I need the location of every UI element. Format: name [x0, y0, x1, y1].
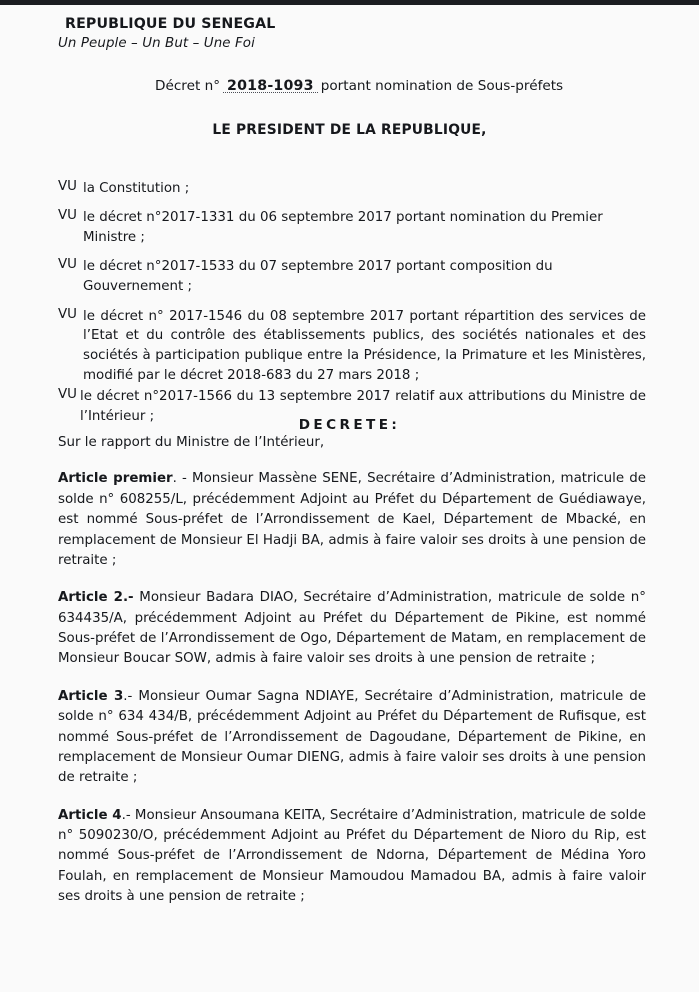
vu-text: le décret n°2017-1331 du 06 septembre 2017 portant nomination du Premier Ministre ; — [83, 210, 603, 246]
enacting-heading: DECRETE: — [298, 417, 401, 433]
national-motto: Un Peuple – Un But – Une Foi — [58, 36, 255, 51]
decree-number-prefix: Décret n° — [155, 78, 221, 94]
vu-clause — [58, 257, 646, 297]
preamble-clauses — [58, 179, 646, 453]
decree-number-slot — [223, 78, 318, 94]
vu-label: VU — [58, 257, 77, 273]
decree-number: 2018-1093 — [227, 78, 314, 94]
vu-text: la Constitution ; — [83, 181, 190, 196]
article-body: .- Monsieur Ansoumana KEITA, Secrétaire d’Administration, matricule de solde n° 5090230/O, précédemment Adjoint au Préfet du Département de Nioro du Rip, est nommé Sous-préfet de l’Arrondissement de Ndorna, Département de Médina Yoro Foulah, en remplacement de Monsieur Mamoudou Mamadou BA, admis à faire valoir ses droits à une pension de retraite ; — [58, 807, 646, 905]
vu-label: VU — [58, 387, 77, 403]
vu-clause — [58, 208, 646, 248]
document-page — [0, 5, 699, 992]
articles-section — [58, 456, 646, 925]
article-item — [58, 588, 646, 670]
vu-clause — [58, 179, 646, 199]
decree-subject: portant nomination de Sous-préfets — [320, 78, 564, 94]
decree-title-line — [155, 78, 563, 94]
article-item — [58, 469, 646, 571]
country-header: REPUBLIQUE DU SENEGAL — [65, 16, 276, 32]
article-body: . - Monsieur Massène SENE, Secrétaire d’Administration, matricule de solde n° 608255/L, précédemment Adjoint au Préfet du Département de Guédiawaye, est nommé Sous-préfet de l’Arrondissement de Kael, Département de Mbacké, en remplacement de Monsieur El Hadji BA, admis à faire valoir ses droits à une pension de retraite ; — [58, 471, 646, 568]
article-label: Article premier — [58, 471, 173, 487]
authority-heading: LE PRESIDENT DE LA REPUBLIQUE, — [212, 122, 487, 138]
article-body: .- Monsieur Oumar Sagna NDIAYE, Secrétaire d’Administration, matricule de solde n° 634 434/B, précédemment Adjoint au Préfet du Département de Rufisque, est nommé Sous-préfet de l’Arrondissement de Dagoudane, Département de Pikine, en remplacement de Monsieur Oumar DIENG, admis à faire valoir ses droits à une pension de retraite ; — [58, 688, 647, 786]
article-label: Article 4 — [58, 807, 122, 823]
article-item — [58, 687, 646, 789]
vu-label: VU — [58, 179, 77, 194]
article-item — [58, 806, 646, 908]
vu-label: VU — [58, 306, 77, 322]
vu-text: le décret n°2017-1566 du 13 septembre 2017 relatif aux attributions du Ministre de l’Intérieur ; — [80, 389, 646, 425]
vu-text: le décret n°2017-1533 du 07 septembre 2017 portant composition du Gouvernement ; — [83, 259, 553, 295]
report-line: Sur le rapport du Ministre de l’Intérieur, — [58, 435, 325, 451]
vu-text: le décret n° 2017-1546 du 08 septembre 2017 portant répartition des services de l’Etat et du contrôle des établissements publics, des sociétés nationales et des sociétés à participation publique entre la Présidence, la Primature et les Ministères, modifié par le décret 2018-683 du 27 mars 2018 ; — [83, 308, 646, 384]
article-label: Article 3 — [58, 688, 124, 704]
article-label: Article 2.- — [58, 590, 134, 606]
vu-label: VU — [58, 208, 77, 224]
article-body: Monsieur Badara DIAO, Secrétaire d’Administration, matricule de solde n° 634435/A, précédemment Adjoint au Préfet du Département de Pikine, est nommé Sous-préfet de l’Arrondissement de Ogo, Département de Matam, en remplacement de Monsieur Boucar SOW, admis à faire valoir ses droits à une pension de retraite ; — [58, 590, 646, 667]
vu-clause — [58, 307, 646, 386]
